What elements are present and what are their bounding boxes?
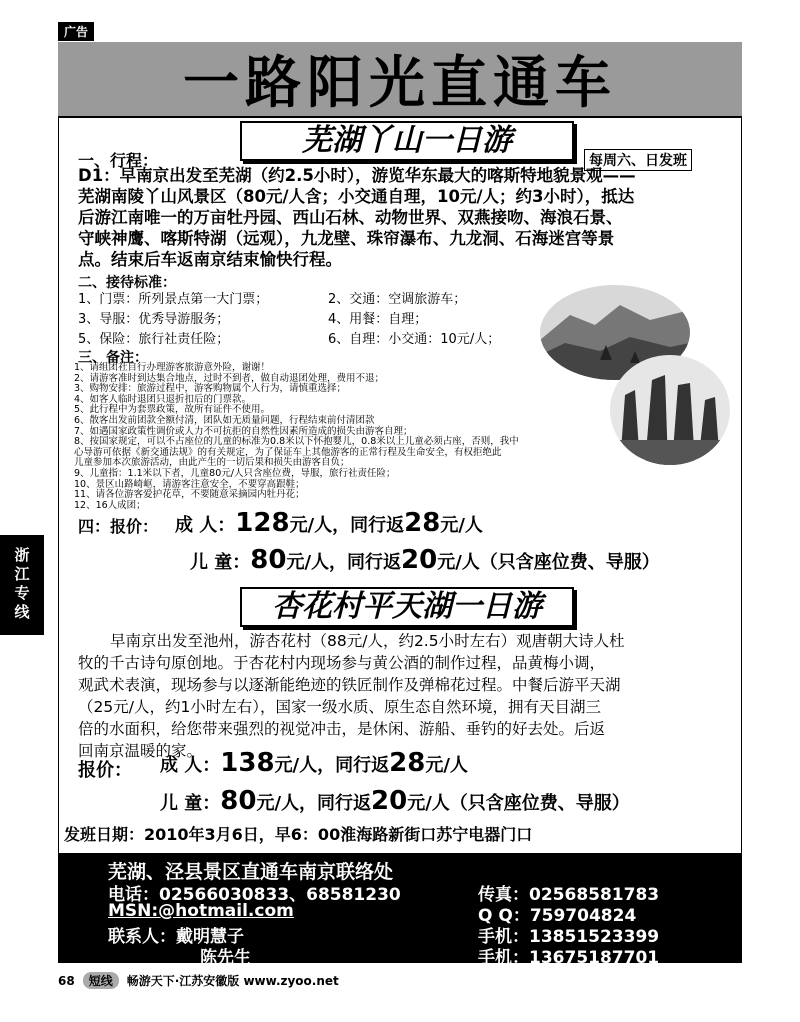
adult-return: 28 <box>404 508 441 538</box>
adult-price: 128 <box>235 508 290 538</box>
service-row <box>78 290 538 310</box>
note-item: 5、此行程中为套票政策，故所有证件不使用。 <box>74 404 271 416</box>
service-heading: 二、接待标准： <box>78 275 176 291</box>
note-item: 11、请各位游客爱护花草，不要随意采摘园内牡丹花； <box>74 489 305 501</box>
child-label: 儿 童： <box>190 552 251 573</box>
adult-price: 138 <box>220 748 275 778</box>
price-heading: 四：报价： <box>78 517 159 536</box>
adult-unit: 元/人，同行返 <box>289 515 405 536</box>
adult-tail: 元/人 <box>425 755 468 776</box>
adult-unit: 元/人，同行返 <box>274 755 390 776</box>
description-line: 早南京出发至池州，游杏花村（88元/人，约2.5小时左右）观唐朝大诗人杜 <box>110 632 625 650</box>
child-price: 80 <box>250 545 287 575</box>
publication: 畅游天下·江苏安徽版 www.zyoo.net <box>126 974 339 988</box>
adult-return: 28 <box>389 748 426 778</box>
adult-label: 成 人： <box>160 755 221 776</box>
tour2-adult-price <box>160 748 468 778</box>
tour1-title: 芜湖丫山一日游 <box>240 121 574 161</box>
footer <box>58 972 339 989</box>
child-unit: 元/人，同行返 <box>286 552 402 573</box>
note-item: 2、请游客准时到达集合地点，过时不到者，做自动退团处理，费用不退； <box>74 372 385 384</box>
child-return: 20 <box>371 786 408 816</box>
itinerary-line: 后游江南唯一的万亩牡丹园、西山石林、动物世界、双燕接吻、海浪石景、 <box>78 208 623 227</box>
tour1-child-price <box>190 545 660 575</box>
tour2-child-price <box>160 786 630 816</box>
note-item: 1、请组团社自行办理游客旅游意外险，谢谢！ <box>74 362 271 373</box>
itinerary-heading: 一、行程： <box>78 151 159 170</box>
child-tail: 元/人（只含座位费、导服） <box>437 552 660 573</box>
phone: 电话：02566030833、68581230 <box>108 885 401 905</box>
itinerary-line: 芜湖南陵丫山风景区（80元/人含；小交通自理，10元/人；约3小时），抵达 <box>78 187 635 206</box>
main-title: 一路阳光直通车 <box>183 50 617 116</box>
page-number: 68 <box>58 974 75 988</box>
note-item: 4、如客人临时退团只退折扣后的门票款。 <box>74 393 252 405</box>
service-list <box>78 290 538 350</box>
ad-label: 广告 <box>58 22 94 41</box>
child-price: 80 <box>220 786 257 816</box>
itinerary-line: 守峡神鹰、喀斯特湖（远观），九龙壁、珠帘瀑布、九龙洞、石海迷宫等景 <box>78 229 615 248</box>
note-item: 12、16人成团； <box>74 499 146 511</box>
service-item: 4、用餐：自理； <box>328 312 428 327</box>
note-item: 9、儿童指：1.1米以下者，儿童80元/人只含座位费，导服，旅行社责任险； <box>74 467 396 479</box>
contact-box <box>58 853 742 968</box>
tour2-title: 杏花村平天湖一日游 <box>240 587 574 627</box>
stone-forest-photo <box>610 355 730 465</box>
description-line: 牧的千古诗句原创地。于杏花村内现场参与黄公酒的制作过程，品黄梅小调， <box>78 654 606 672</box>
section-badge: 短线 <box>83 972 119 989</box>
note-item: 10、景区山路崎岖，请游客注意安全，不要穿高跟鞋； <box>74 478 305 490</box>
contact-person-2: 陈先生 <box>200 948 251 968</box>
service-item: 1、门票：所列景点第一大门票； <box>78 292 269 307</box>
child-return: 20 <box>401 545 438 575</box>
itinerary-text <box>78 165 728 270</box>
child-unit: 元/人，同行返 <box>256 793 372 814</box>
description-line: 倍的水面积，给您带来强烈的视觉冲击，是休闲、游船、垂钓的好去处。后返 <box>78 720 606 738</box>
schedule-tag: 每周六、日发班 <box>584 149 692 171</box>
itinerary-line: D1：早南京出发至芜湖（约2.5小时），游览华东最大的喀斯特地貌景观—— <box>78 166 636 185</box>
title-banner <box>58 42 742 118</box>
contact-person: 联系人：戴明慧子 <box>108 927 244 947</box>
mobile-1: 手机：13851523399 <box>478 927 660 947</box>
tour2-description <box>78 630 738 762</box>
child-label: 儿 童： <box>160 793 221 814</box>
service-item: 6、自理：小交通：10元/人； <box>328 332 501 347</box>
description-line: 观武术表演，现场参与以逐渐能绝迹的铁匠制作及弹棉花过程。中餐后游平天湖 <box>78 676 621 694</box>
departure-info: 发班日期：2010年3月6日，早6：00淮海路新街口苏宁电器门口 <box>64 825 533 844</box>
notes-list <box>74 363 604 511</box>
note-item: 8、按国家规定，可以不占座位的儿童的标准为0.8米以下怀抱婴儿，0.8米以上儿童必须占座，否则，我中 <box>74 436 519 448</box>
msn-link[interactable]: MSN:@hotmail.com <box>108 901 294 921</box>
notes-heading: 三、备注： <box>78 350 148 366</box>
tour1-adult-price <box>175 508 483 538</box>
service-item: 3、导服：优秀导游服务； <box>78 312 230 327</box>
note-item: 7、如遇国家政策性调价或人力不可抗拒的自然性因素所造成的损失由游客自理； <box>74 425 413 437</box>
side-tab: 浙江专线 <box>0 535 44 635</box>
adult-label: 成 人： <box>175 515 236 536</box>
service-row <box>78 310 538 330</box>
qq: Q Q：759704824 <box>478 906 637 926</box>
adult-tail: 元/人 <box>440 515 483 536</box>
note-item: 3、购物安排：旅游过程中，游客购物属个人行为，请慎重选择； <box>74 383 347 395</box>
tour2-price-heading: 报价： <box>78 760 132 781</box>
child-tail: 元/人（只含座位费、导服） <box>407 793 630 814</box>
office-name: 芜湖、泾县景区直通车南京联络处 <box>108 861 394 883</box>
note-item: 心导游可依据《新交通法规》的有关规定，为了保证车上其他游客的正常行程及生命安全，有权拒绝此 <box>74 446 502 458</box>
service-item: 2、交通：空调旅游车； <box>328 292 467 307</box>
note-item: 6、散客出发前团款全额付清，团队如无质量问题，行程结束前付清团款 <box>74 414 375 426</box>
fax: 传真：02568581783 <box>478 885 660 905</box>
note-item: 儿童参加本次旅游活动，由此产生的一切后果和损失由游客自负； <box>74 457 350 469</box>
service-item: 5、保险：旅行社责任险； <box>78 332 230 347</box>
description-line: 回南京温暖的家。 <box>78 742 203 760</box>
itinerary-line: 点。结束后车返南京结束愉快行程。 <box>78 250 342 269</box>
mobile-2: 手机：13675187701 <box>478 948 660 968</box>
description-line: （25元/人，约1小时左右），国家一级水质、原生态自然环境，拥有天目湖三 <box>78 698 602 716</box>
